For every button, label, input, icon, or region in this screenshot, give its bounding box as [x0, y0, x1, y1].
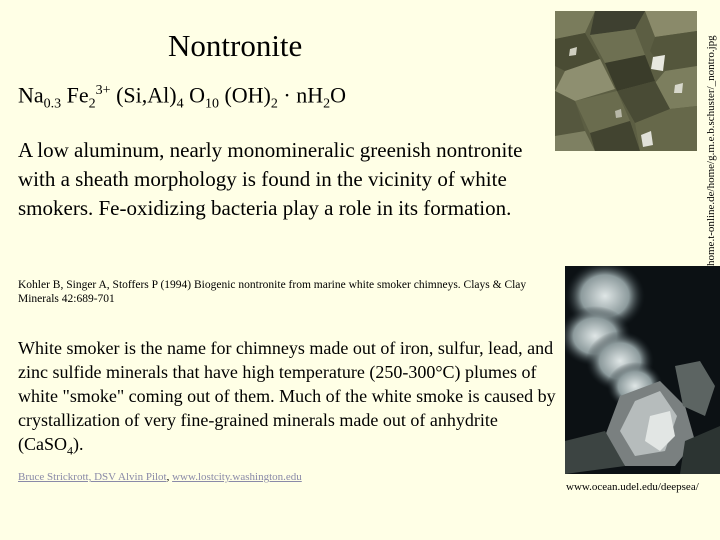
- formula-o: O: [183, 82, 205, 108]
- bottom-image-caption: www.ocean.udel.edu/deepsea/: [566, 481, 699, 493]
- white-smoker-paragraph: [18, 336, 563, 463]
- formula-na: Na: [18, 82, 44, 108]
- formula-water: · nH: [277, 82, 324, 108]
- formula-fe: Fe: [61, 82, 89, 108]
- formula-water-sub: 2: [323, 96, 331, 112]
- nontronite-mineral-image: [555, 11, 697, 151]
- formula-o-sub: 10: [204, 96, 219, 112]
- description-paragraph: A low aluminum, nearly monomineralic greenish nontronite with a sheath morphology is found in the vicinity of white smokers. Fe-oxidizing bacteria play a role in its formation.: [18, 138, 523, 220]
- reference-citation: Kohler B, Singer A, Stoffers P (1994) Biogenic nontronite from marine white smoker chimneys. Clays & Clay Minerals 42:689-701: [18, 279, 527, 305]
- chemical-formula: [18, 76, 346, 120]
- photo-credits: [18, 470, 302, 484]
- formula-sial-sub: 4: [176, 96, 184, 112]
- formula-fe-sup: 3+: [95, 83, 111, 98]
- credit-separator: ,: [166, 471, 173, 483]
- slide-title: Nontronite: [168, 28, 303, 63]
- white-smoker-image: [565, 266, 720, 474]
- formula-na-sub: 0.3: [43, 96, 62, 112]
- white-smoker-end: ).: [73, 434, 84, 454]
- credit-link-lostcity[interactable]: www.lostcity.washington.edu: [172, 471, 302, 483]
- formula-oh-sub: 2: [270, 96, 278, 112]
- formula-sial: (Si,Al): [110, 82, 177, 108]
- top-image-caption: home.t-online.de/home/g.m.e.b.schuster/_nontro.jpg: [705, 35, 717, 266]
- white-smoker-sub: 4: [67, 443, 73, 458]
- credit-link-pilot[interactable]: Bruce Strickrott, DSV Alvin Pilot: [18, 471, 167, 483]
- formula-fe-sub: 2: [88, 96, 96, 112]
- formula-oh: (OH): [218, 82, 271, 108]
- formula-water-o: O: [330, 82, 346, 108]
- white-smoker-text: White smoker is the name for chimneys made out of iron, sulfur, lead, and zinc sulfide minerals that have high temperature (250-300°C) plumes of white "smoke" coming out of them. Much of the white smoke is caused by crystallization of very fine-grained minerals made out of anhydrite (CaSO: [18, 338, 556, 454]
